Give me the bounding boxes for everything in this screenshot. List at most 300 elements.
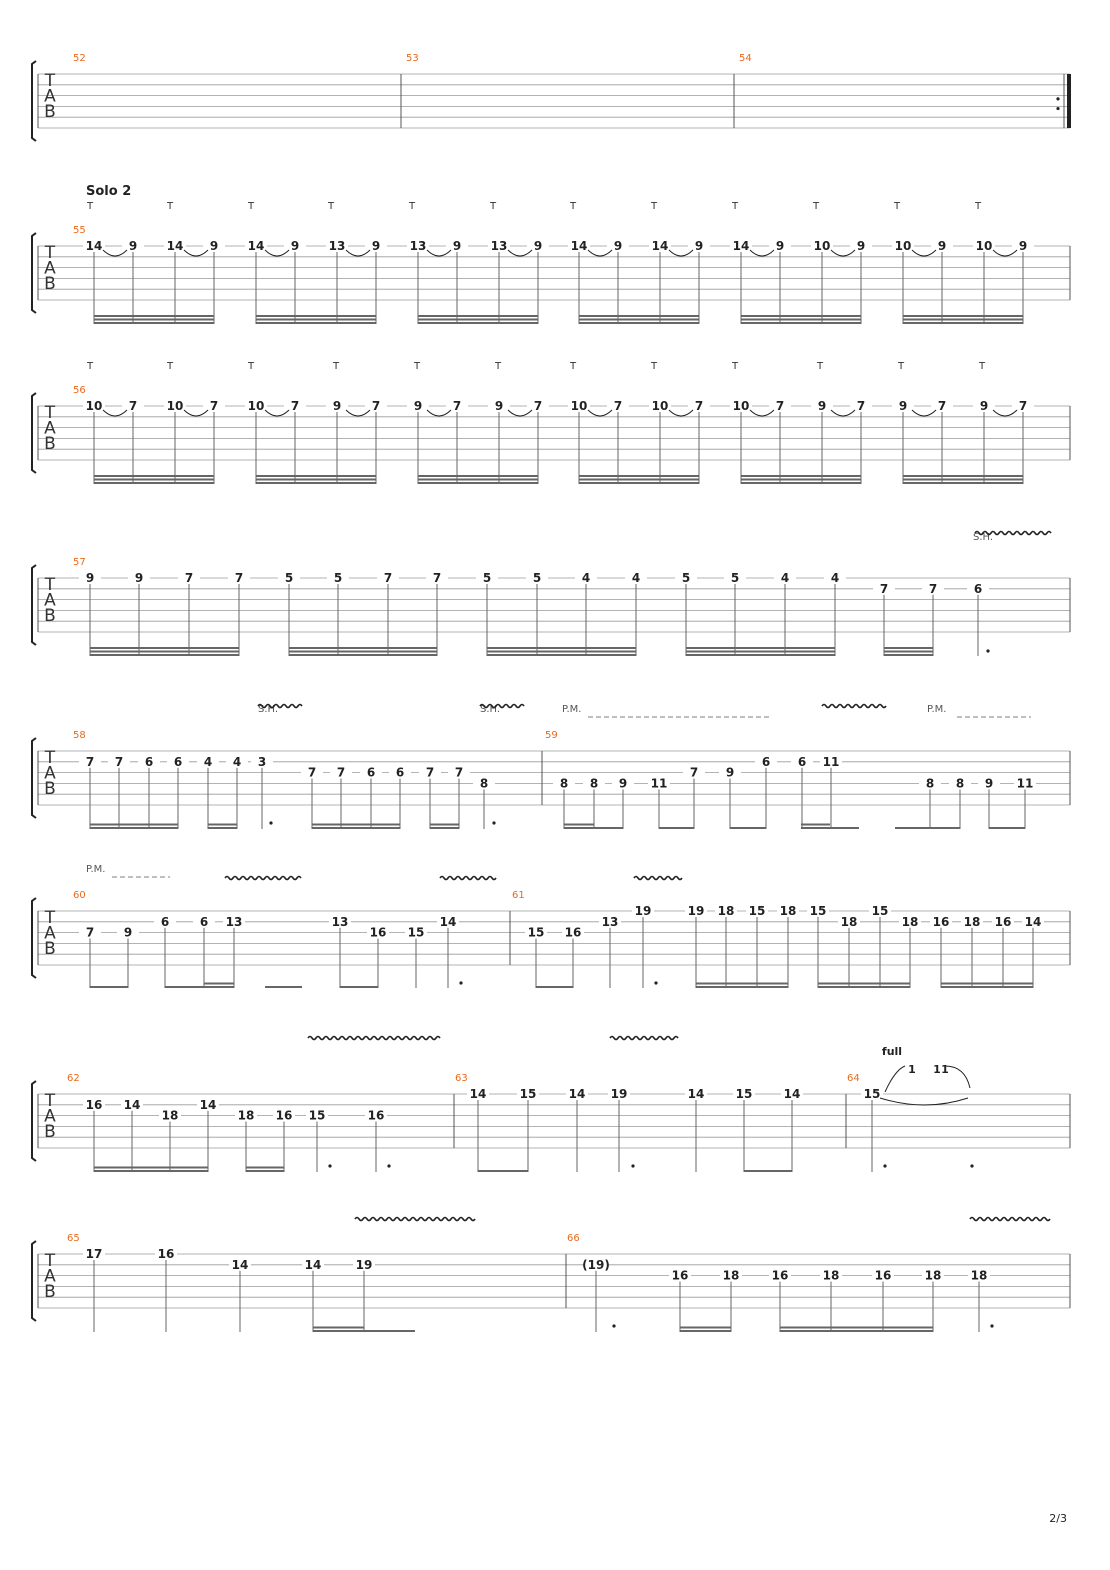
beam [256,475,376,477]
beam [903,322,1023,324]
beam [579,315,699,317]
tap-marker: T [166,361,174,372]
beam [94,1167,208,1169]
beam [884,647,933,649]
fret-number: 7 [775,399,785,413]
tab-clef-letter: A [44,258,56,279]
measure-number: 58 [73,730,86,741]
fret-number: 7 [114,754,124,769]
fret-number: 15 [527,925,545,940]
beam [941,986,1033,988]
fret-number: 10 [651,399,669,413]
beam [94,322,214,324]
beam [256,482,376,484]
beam [903,315,1023,317]
beam [289,647,437,649]
beam [903,479,1023,481]
beam [265,986,302,988]
staff-bracket [32,738,36,818]
fret-number: 15 [308,1108,326,1123]
fret-number: 9 [618,776,628,791]
tap-marker: T [974,201,982,212]
technique-annotation: S.H. [973,532,994,543]
fret-number: (19) [582,1257,610,1272]
tab-clef-letter: T [44,908,56,928]
fret-number: 7 [371,399,381,413]
measure-number: 60 [73,890,86,901]
fret-number: 15 [735,1087,753,1101]
beam [312,827,400,829]
tab-clef-letter: T [44,1091,56,1111]
fret-number: 4 [203,754,213,769]
beam [90,986,128,988]
tap-marker: T [413,361,421,372]
tap-marker: T [650,201,658,212]
vibrato-mark [970,1218,1050,1221]
fret-number: 14 [439,914,457,929]
fret-number: 14 [85,239,103,253]
beam [340,986,378,988]
fret-number: 15 [809,904,827,918]
fret-number: 5 [482,571,492,585]
technique-annotation: S.H. [258,704,279,715]
fret-number: 16 [771,1268,789,1283]
fret-number: 6 [797,754,807,769]
fret-number: 8 [559,776,569,791]
fret-number: 14 [732,239,750,253]
fret-number: 16 [369,925,387,940]
vibrato-mark [634,877,682,880]
beam [579,319,699,321]
staff-bracket [32,61,36,141]
fret-number: 15 [407,925,425,940]
fret-number: 16 [367,1108,385,1123]
fret-number: 4 [631,571,641,585]
fret-number: 18 [963,914,981,929]
fret-number: 10 [570,399,588,413]
beam [741,479,861,481]
beam [686,647,835,649]
fret-number: 14 [1024,914,1042,929]
augmentation-dot [986,649,989,652]
tab-clef-letter: A [44,923,56,944]
tab-clef-letter: B [44,102,56,122]
beam [741,322,861,324]
measure-number: 59 [545,730,558,741]
beam [487,651,636,653]
measure-number: 52 [73,53,86,64]
augmentation-dot [492,821,495,824]
fret-number: 8 [955,776,965,791]
fret-number: 4 [780,571,790,585]
fret-number: 7 [85,754,95,769]
beam [696,986,788,988]
fret-number: 7 [937,399,947,413]
tab-clef-letter: B [44,1282,56,1302]
fret-number: 14 [570,239,588,253]
staff-bracket [32,1241,36,1321]
vibrato-mark [225,877,301,880]
fret-number: 6 [973,581,983,596]
fret-number: 7 [856,399,866,413]
beam [903,319,1023,321]
fret-number: 5 [532,571,542,585]
beam [90,651,239,653]
beam [256,322,376,324]
staff-bracket [32,393,36,473]
beam [289,654,437,656]
beam [744,1170,792,1172]
augmentation-dot [328,1164,331,1167]
beam [989,827,1025,829]
vibrato-mark [308,1037,440,1040]
fret-number: 18 [924,1268,942,1283]
fret-number: 6 [761,754,771,769]
beam [94,319,214,321]
fret-number: 9 [937,239,947,253]
beam [564,824,594,826]
tab-clef-letter: B [44,606,56,626]
fret-number: 6 [199,914,209,929]
fret-number: 14 [783,1087,801,1101]
fret-number: 18 [237,1108,255,1123]
fret-number: 17 [85,1247,103,1261]
tab-clef-letter: T [44,575,56,595]
staff-bracket [32,898,36,978]
fret-number: 19 [355,1257,373,1272]
tap-marker: T [247,361,255,372]
fret-number: 16 [994,914,1012,929]
tab-system-7 [32,1037,1070,1173]
fret-number: 16 [157,1247,175,1261]
tab-clef-letter: A [44,418,56,439]
measure-number: 56 [73,385,86,396]
fret-number: 10 [813,239,831,253]
fret-number: 18 [822,1268,840,1283]
beam [418,482,538,484]
tap-marker: T [816,361,824,372]
fret-number: 13 [328,239,346,253]
beam [686,651,835,653]
beam [818,986,910,988]
tab-system-3 [32,361,1070,484]
tab-clef-letter: A [44,86,56,107]
fret-number: 7 [234,571,244,585]
beam [686,654,835,656]
tab-clef-letter: A [44,1106,56,1127]
fret-number: 5 [333,571,343,585]
fret-number: 4 [232,754,242,769]
tab-clef-letter: B [44,779,56,799]
fret-number: 9 [856,239,866,253]
fret-number: 8 [479,776,489,791]
fret-number: 7 [307,765,317,780]
staff-bracket [32,1081,36,1161]
beam [903,482,1023,484]
fret-number: 14 [469,1087,487,1101]
augmentation-dot [883,1164,886,1167]
measure-number: 55 [73,225,86,236]
beam [895,827,960,829]
fret-number: 9 [123,925,133,940]
beam [536,986,573,988]
tab-clef-letter: T [44,71,56,91]
fret-number: 4 [581,571,591,585]
fret-number: 9 [128,239,138,253]
fret-number: 18 [970,1268,988,1283]
fret-number: 18 [840,914,858,929]
fret-number: 7 [689,765,699,780]
beam [313,1327,364,1329]
fret-number: 6 [160,914,170,929]
fret-number: 18 [717,904,735,918]
technique-annotation: S.H. [480,704,501,715]
beam [741,319,861,321]
fret-number: 3 [257,754,267,769]
fret-number: 7 [425,765,435,780]
fret-number: 14 [123,1097,141,1112]
fret-number: 16 [671,1268,689,1283]
bend-step: 1 [941,1063,949,1076]
measure-number: 57 [73,557,86,568]
fret-number: 14 [687,1087,705,1101]
section-label: Solo 2 [86,184,132,199]
tab-system-4 [32,532,1070,657]
fret-number: 7 [613,399,623,413]
fret-number: 7 [694,399,704,413]
beam [680,1327,731,1329]
beam [246,1167,284,1169]
fret-number: 7 [209,399,219,413]
tap-marker: T [731,201,739,212]
fret-number: 5 [730,571,740,585]
fret-number: 7 [383,571,393,585]
tab-clef-letter: A [44,763,56,784]
tap-marker: T [332,361,340,372]
beam [90,824,178,826]
fret-number: 4 [830,571,840,585]
fret-number: 6 [395,765,405,780]
fret-number: 15 [863,1087,881,1101]
tab-clef-letter: T [44,748,56,768]
bend-step: 1 [908,1063,916,1076]
fret-number: 6 [173,754,183,769]
fret-number: 9 [85,571,95,585]
beam [780,1330,933,1332]
beam [94,479,214,481]
fret-number: 10 [732,399,750,413]
tap-marker: T [897,361,905,372]
measure-number: 63 [455,1073,468,1084]
fret-number: 6 [366,765,376,780]
augmentation-dot [654,981,657,984]
fret-number: 14 [247,239,265,253]
tap-marker: T [86,201,94,212]
measure-number: 64 [847,1073,860,1084]
fret-number: 9 [494,399,504,413]
beam [884,651,933,653]
beam [818,983,910,985]
beam [94,1170,208,1172]
beam [478,1170,528,1172]
augmentation-dot [612,1324,615,1327]
tab-system-2 [32,184,1070,324]
beam [487,647,636,649]
beam [256,479,376,481]
vibrato-mark [610,1037,678,1040]
staff-bracket [32,233,36,313]
fret-number: 16 [564,925,582,940]
fret-number: 9 [613,239,623,253]
fret-number: 18 [161,1108,179,1123]
beam [579,479,699,481]
tab-system-8 [32,1218,1070,1333]
fret-number: 7 [928,581,938,596]
fret-number: 7 [128,399,138,413]
tab-clef-letter: T [44,243,56,263]
augmentation-dot [459,981,462,984]
tap-marker: T [569,201,577,212]
tap-marker: T [86,361,94,372]
fret-number: 15 [748,904,766,918]
fret-number: 13 [409,239,427,253]
beam [418,479,538,481]
fret-number: 15 [871,904,889,918]
page-number: 2/3 [1049,1512,1067,1525]
fret-number: 10 [85,399,103,413]
fret-number: 5 [681,571,691,585]
beam [579,322,699,324]
fret-number: 11 [650,776,668,791]
fret-number: 7 [184,571,194,585]
beam [418,319,538,321]
tab-clef-letter: B [44,274,56,294]
slur [880,1098,968,1105]
fret-number: 9 [134,571,144,585]
tap-marker: T [978,361,986,372]
technique-annotation: P.M. [562,704,582,715]
bend-step: 1 [933,1063,941,1076]
tap-marker: T [893,201,901,212]
technique-annotation: P.M. [927,704,947,715]
beam [246,1170,284,1172]
beam [418,315,538,317]
tab-clef-letter: A [44,1266,56,1287]
fret-number: 7 [452,399,462,413]
augmentation-dot [269,821,272,824]
beam [418,322,538,324]
beam [208,824,237,826]
tap-marker: T [650,361,658,372]
beam [90,647,239,649]
fret-number: 9 [694,239,704,253]
fret-number: 14 [231,1257,249,1272]
vibrato-mark [355,1218,475,1221]
beam [90,654,239,656]
fret-number: 7 [432,571,442,585]
beam [579,482,699,484]
fret-number: 14 [166,239,184,253]
fret-number: 9 [725,765,735,780]
fret-number: 10 [166,399,184,413]
beam [696,983,788,985]
tab-clef-letter: A [44,590,56,611]
beam [659,827,694,829]
beam [801,827,859,829]
beam [680,1330,731,1332]
tab-clef-letter: B [44,434,56,454]
fret-number: 7 [1018,399,1028,413]
tab-system-6 [32,864,1070,988]
repeat-dot [1056,107,1059,110]
fret-number: 7 [454,765,464,780]
measure-number: 66 [567,1233,580,1244]
fret-number: 16 [275,1108,293,1123]
tab-clef-letter: B [44,1122,56,1142]
augmentation-dot [387,1164,390,1167]
augmentation-dot [990,1324,993,1327]
fret-number: 9 [413,399,423,413]
fret-number: 11 [1016,776,1034,791]
fret-number: 8 [925,776,935,791]
measure-number: 53 [406,53,419,64]
vibrato-mark [440,877,496,880]
beam [94,482,214,484]
beam [579,475,699,477]
fret-number: 11 [822,754,840,769]
fret-number: 9 [332,399,342,413]
fret-number: 9 [984,776,994,791]
beam [487,654,636,656]
fret-number: 9 [533,239,543,253]
beam [430,824,459,826]
fret-number: 10 [975,239,993,253]
fret-number: 9 [898,399,908,413]
beam [418,475,538,477]
tap-marker: T [489,201,497,212]
fret-number: 13 [225,914,243,929]
beam [941,983,1033,985]
tab-clef-letter: B [44,939,56,959]
fret-number: 9 [290,239,300,253]
fret-number: 14 [199,1097,217,1112]
beam [313,1330,415,1332]
vibrato-mark [822,705,886,708]
fret-number: 16 [932,914,950,929]
fret-number: 9 [452,239,462,253]
beam [94,475,214,477]
augmentation-dot [970,1164,973,1167]
beam [94,315,214,317]
tap-marker: T [408,201,416,212]
tab-clef-letter: T [44,1251,56,1271]
fret-number: 7 [533,399,543,413]
beam [801,824,830,826]
fret-number: 19 [610,1087,628,1101]
technique-annotation: P.M. [86,864,106,875]
fret-number: 16 [85,1097,103,1112]
fret-number: 5 [284,571,294,585]
fret-number: 18 [779,904,797,918]
beam [741,315,861,317]
beam [289,651,437,653]
tab-clef-letter: T [44,403,56,423]
beam [256,319,376,321]
fret-number: 14 [304,1257,322,1272]
fret-number: 19 [687,904,705,918]
fret-number: 16 [874,1268,892,1283]
fret-number: 7 [290,399,300,413]
